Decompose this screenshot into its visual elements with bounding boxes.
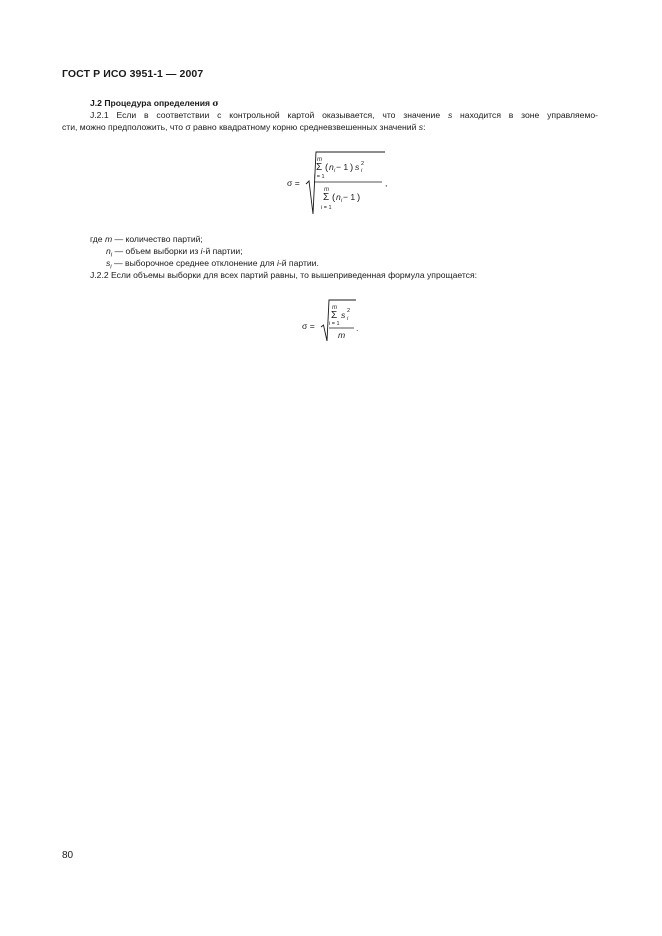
section-heading-text: J.2 Процедура определения bbox=[90, 98, 213, 108]
definition-text: -й партии; bbox=[202, 246, 243, 256]
variable-i: i bbox=[200, 246, 203, 256]
close-paren: ) bbox=[350, 162, 354, 173]
s-subscript: i bbox=[361, 168, 363, 174]
s-variable: s bbox=[355, 162, 360, 172]
den-n-subscript: i bbox=[341, 198, 343, 204]
definition-text: — выборочное среднее отклонение для bbox=[111, 258, 277, 268]
subscript-i: i bbox=[110, 252, 113, 259]
paragraph-text: находится в зоне управляемо- bbox=[452, 110, 598, 120]
formula-trailing-period: . bbox=[356, 323, 359, 333]
document-header: ГОСТ Р ИСО 3951-1 — 2007 bbox=[62, 68, 204, 80]
sum-symbol: Σ bbox=[331, 310, 338, 321]
variable-s: s bbox=[106, 258, 111, 268]
variable-m: m bbox=[104, 234, 113, 244]
formula-trailing-comma: , bbox=[385, 178, 388, 188]
den-open-paren: ( bbox=[332, 192, 336, 203]
definition-text: — объем выборки из bbox=[112, 246, 201, 256]
sum-top-index: m bbox=[332, 305, 337, 311]
paragraph-text: : bbox=[423, 122, 426, 132]
formula-weighted-sigma-graphic bbox=[280, 148, 400, 220]
definition-text: — количество партий; bbox=[112, 234, 203, 244]
sum-bottom-index: i = 1 bbox=[314, 174, 325, 180]
formula-simplified-sigma-graphic bbox=[296, 297, 376, 345]
den-sum-top-index: m bbox=[324, 187, 329, 193]
sum-top-index: m bbox=[317, 157, 322, 163]
denominator-m: m bbox=[338, 330, 346, 340]
minus-one: − 1 bbox=[336, 162, 349, 172]
formula-lhs: σ = bbox=[287, 178, 300, 188]
n-variable: n bbox=[329, 162, 334, 172]
paragraph-text: J.2.1 Если в соответствии с контрольной картой оказывается, что значение bbox=[90, 110, 448, 120]
sum-symbol: Σ bbox=[316, 162, 323, 173]
den-sum-symbol: Σ bbox=[323, 192, 330, 203]
n-subscript: i bbox=[334, 168, 336, 174]
page-number: 80 bbox=[62, 850, 74, 861]
paragraph-text: сти, можно предположить, что σ равно квадратному корню средневзвешенных значений bbox=[62, 122, 419, 132]
sigma-symbol: σ bbox=[212, 99, 219, 109]
variable-i: i bbox=[276, 258, 279, 268]
section-heading bbox=[90, 98, 219, 110]
s-variable: s bbox=[341, 310, 346, 320]
paragraph-j21-line2 bbox=[62, 122, 425, 133]
den-n-variable: n bbox=[336, 192, 341, 202]
definition-m bbox=[90, 234, 203, 245]
formula2-lhs: σ = bbox=[302, 321, 315, 331]
paragraph-j22: J.2.2 Если объемы выборки для всех партий равны, то вышеприведенная формула упрощается: bbox=[90, 270, 478, 280]
s-superscript: 2 bbox=[347, 308, 351, 314]
s-subscript: i bbox=[347, 316, 349, 322]
den-minus-one: − 1 bbox=[343, 192, 356, 202]
subscript-i: i bbox=[110, 264, 112, 271]
definition-text: -й партии. bbox=[278, 258, 319, 268]
definition-prefix: где bbox=[90, 234, 105, 244]
variable-n: n bbox=[106, 246, 111, 256]
formula-simplified-sigma bbox=[296, 297, 376, 350]
open-paren: ( bbox=[325, 162, 329, 173]
den-close-paren: ) bbox=[357, 192, 361, 203]
paragraph-j21-line1 bbox=[90, 110, 598, 121]
formula-weighted-sigma bbox=[280, 148, 400, 225]
variable-s: s bbox=[418, 122, 424, 132]
sum-bottom-index: i = 1 bbox=[329, 321, 340, 327]
variable-s: s bbox=[447, 110, 453, 120]
den-sum-bottom-index: i = 1 bbox=[321, 205, 332, 211]
s-superscript: 2 bbox=[361, 161, 365, 167]
